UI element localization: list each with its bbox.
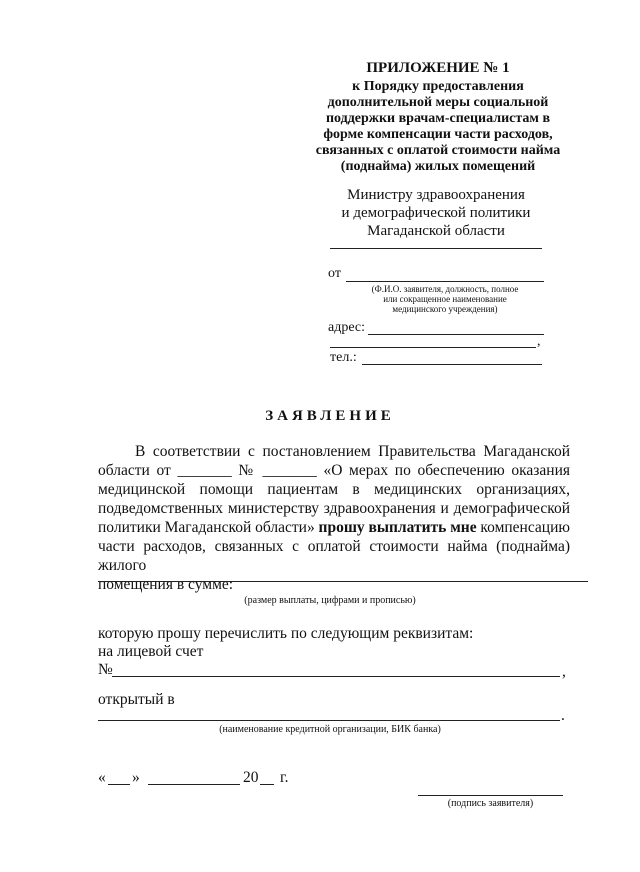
date-close-quote: » bbox=[132, 769, 140, 786]
statement-line: части расходов, связанных с оплатой стоимости найма (поднайма) жилого bbox=[98, 538, 570, 574]
date-month-field[interactable] bbox=[148, 784, 240, 785]
appendix-line: связанных с оплатой стоимости найма bbox=[315, 143, 561, 158]
appendix-line: (поднайма) жилых помещений bbox=[340, 159, 536, 174]
addressee-line: Министру здравоохранения bbox=[347, 187, 525, 203]
appendix-title: ПРИЛОЖЕНИЕ № 1 bbox=[366, 60, 510, 76]
from-hint-line: (Ф.И.О. заявителя, должность, полное bbox=[371, 284, 519, 294]
from-field[interactable] bbox=[346, 281, 544, 282]
address-field-2[interactable] bbox=[330, 347, 536, 348]
date-open-quote: « bbox=[98, 769, 106, 786]
date-row bbox=[98, 768, 318, 788]
from-hint-line: или сокращенное наименование bbox=[383, 294, 507, 304]
address-comma: , bbox=[537, 334, 541, 349]
addressee-line: и демографической политики bbox=[341, 205, 531, 221]
addressee-blank-line[interactable] bbox=[330, 248, 542, 249]
amount-hint: (размер выплаты, цифрами и прописью) bbox=[244, 595, 416, 606]
account-comma: , bbox=[562, 663, 566, 680]
year-suffix: г. bbox=[280, 769, 289, 786]
appendix-line: поддержки врачам-специалистам в bbox=[325, 111, 551, 126]
statement-text: политики Магаданской области» bbox=[98, 519, 315, 536]
appendix-line: к Порядку предоставления bbox=[352, 79, 524, 94]
opened-label: открытый в bbox=[98, 691, 175, 708]
from-hint-line: медицинского учреждения) bbox=[392, 304, 498, 314]
number-sign: № bbox=[98, 661, 113, 678]
account-label: на лицевой счет bbox=[98, 643, 204, 660]
account-number-field[interactable] bbox=[112, 676, 560, 677]
bank-period: . bbox=[561, 707, 565, 724]
document-title: ЗАЯВЛЕНИЕ bbox=[265, 408, 395, 424]
statement-line bbox=[98, 518, 570, 537]
from-label: от bbox=[328, 266, 341, 281]
appendix-subtitle bbox=[288, 79, 588, 175]
appendix-line: дополнительной меры социальной bbox=[327, 95, 549, 110]
request-phrase: прошу выплатить мне bbox=[318, 519, 477, 536]
phone-field[interactable] bbox=[362, 364, 542, 365]
date-day-field[interactable] bbox=[108, 784, 130, 785]
statement-line: помещения в сумме: bbox=[98, 576, 234, 593]
signature-hint: (подпись заявителя) bbox=[447, 798, 534, 809]
statement-text: компенсацию bbox=[480, 519, 570, 536]
year-text: 20 bbox=[243, 769, 259, 786]
transfer-text: которую прошу перечислить по следующим реквизитам: bbox=[98, 625, 474, 642]
address-field-1[interactable] bbox=[368, 334, 544, 335]
statement-line: В соответствии с постановлением Правительства Магаданской bbox=[135, 443, 570, 460]
from-hint bbox=[350, 284, 540, 314]
bank-hint: (наименование кредитной организации, БИК банка) bbox=[219, 724, 441, 735]
appendix-line: форме компенсации части расходов, bbox=[323, 127, 553, 142]
statement-line: медицинской помощи пациентам в медицинских организациях, bbox=[98, 481, 570, 498]
statement-line: области от _______ № _______ «О мерах по обеспечению оказания bbox=[98, 462, 570, 479]
addressee-block bbox=[318, 186, 554, 240]
signature-field[interactable] bbox=[418, 795, 563, 796]
date-year-field[interactable] bbox=[260, 784, 274, 785]
statement-line: подведомственных министерству здравоохранения и демографической bbox=[98, 500, 570, 517]
addressee-line: Магаданской области bbox=[367, 223, 505, 239]
statement-paragraph bbox=[98, 442, 570, 594]
address-label: адрес: bbox=[328, 320, 366, 335]
phone-label: тел.: bbox=[330, 350, 357, 365]
bank-field[interactable] bbox=[98, 720, 560, 721]
amount-field[interactable] bbox=[98, 581, 588, 582]
